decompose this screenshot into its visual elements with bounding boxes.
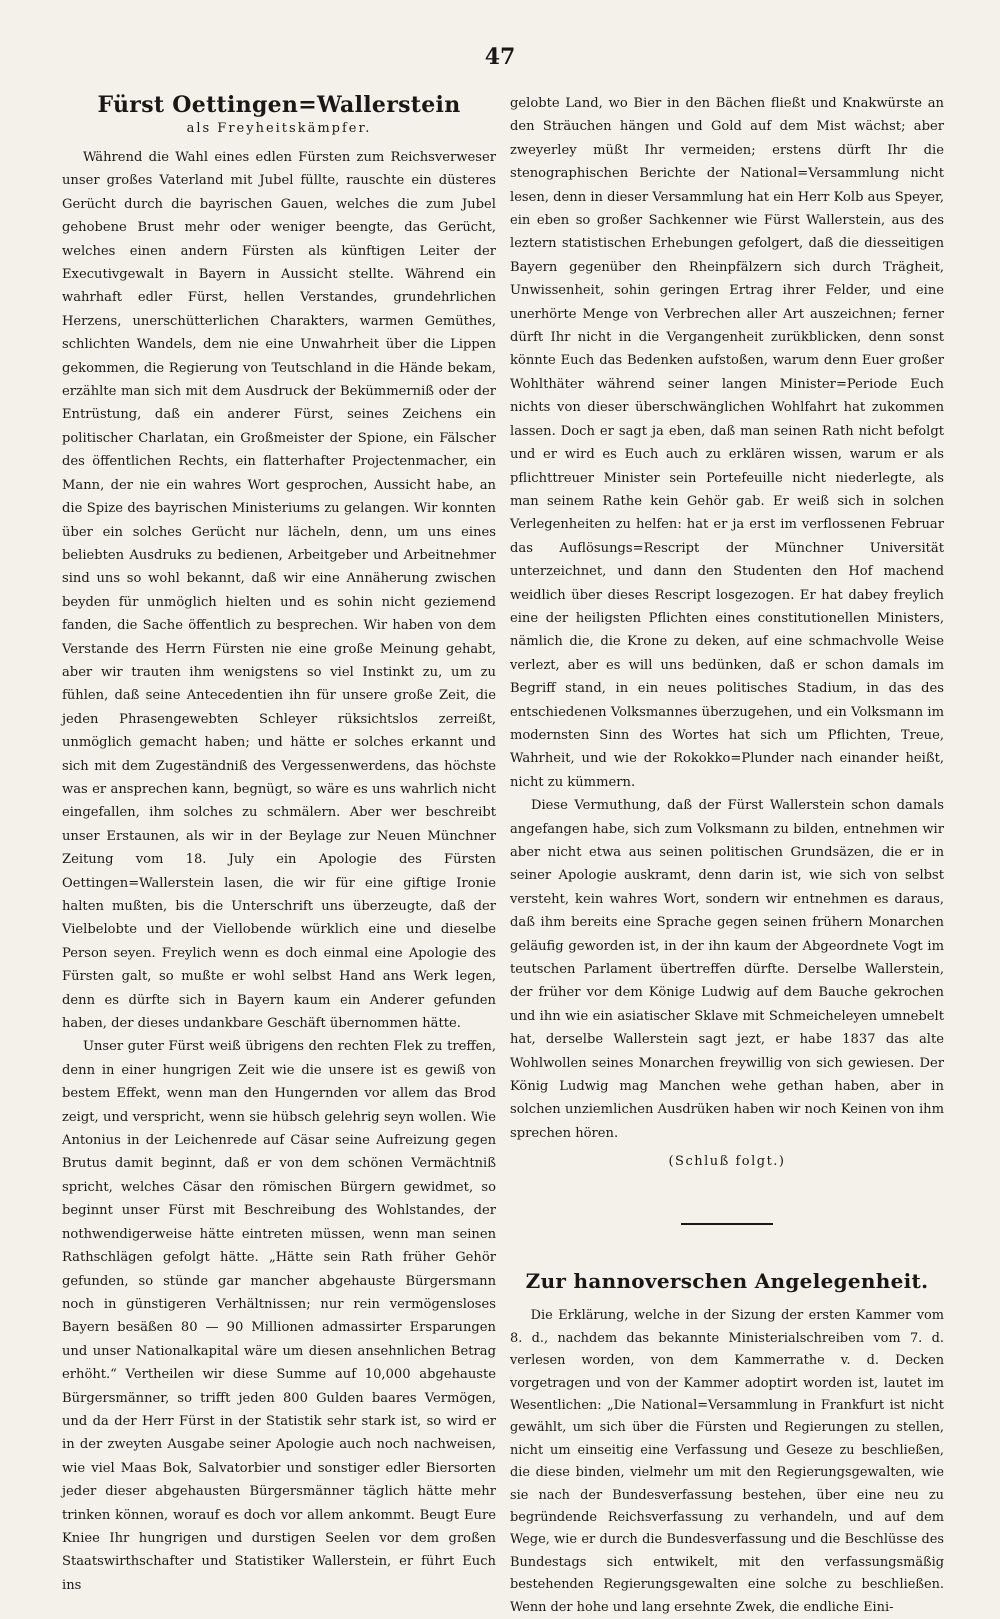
continuation-note: (Schluß folgt.)	[668, 1154, 786, 1170]
section-divider	[681, 1223, 773, 1225]
article-paragraph: Diese Vermuthung, daß der Fürst Wallerstein schon damals angefangen habe, sich zum Volksmann zu bilden, entnehmen wir aber nicht etwa aus seinen politischen Grundsäzen, die er in seiner Apologie auskramt, denn darin ist, wie sich von selbst versteht, kein wahres Wort, sondern wir entnehmen es daraus, daß ihm bereits eine Sprache gegen seinen frühern Monarchen geläufig geworden ist, in der ihn kaum der Abgeordnete Vogt im teutschen Parlament übertreffen dürfte. Derselbe Wallerstein, der früher vor dem Könige Ludwig auf dem Bauche gekrochen und ihn wie ein asiatischer Sklave mit Schmeicheleyen umnebelt hat, derselbe Wallerstein sagt jezt, er habe 1837 das alte Wohlwollen seines Monarchen freywillig von sich gewiesen. Der König Ludwig mag Manchen wehe gethan haben, aber in solchen unziemlichen Ausdrüken haben wir noch Keinen von ihm sprechen hören.	[510, 798, 944, 1141]
article-paragraph: Während die Wahl eines edlen Fürsten zum Reichsverweser unser großes Vaterland mit Jubel füllte, rauschte ein düsteres Gerücht durch die bayrischen Gauen, welches die zum Jubel gehobene Brust mehr oder weniger beengte, das Gerücht, welches einen andern Fürsten als künftigen Leiter der Executivgewalt in Bayern in Aussicht stellte. Während ein wahrhaft edler Fürst, hellen Verstandes, grundehrlichen Herzens, unerschütterlichen Charakters, warmen Gemüthes, schlichten Wandels, dem nie eine Unwahrheit über die Lippen gekommen, die Regierung von Teutschland in die Hände bekam, erzählte man sich mit dem Ausdruck der Bekümmerniß oder der Entrüstung, daß ein anderer Fürst, seines Zeichens ein politischer Charlatan, ein Großmeister der Spione, ein Fälscher des öffentlichen Rechts, ein flatterhafter Projectenmacher, ein Mann, der nie ein wahres Wort gesprochen, Aussicht habe, an die Spize des bayrischen Ministeriums zu gelangen. Wir konnten über ein solches Gerücht nur lächeln, denn, um uns eines beliebten Ausdruks zu bedienen, Arbeitgeber und Arbeitnehmer sind uns so wohl bekannt, daß wir eine Annäherung zwischen beyden für unmöglich hielten und es sohin nicht geziemend fanden, die Sache öffentlich zu besprechen. Wir haben von dem Verstande des Herrn Fürsten nie eine große Meinung gehabt, aber wir trauten ihm wenigstens so viel Instinkt zu, um zu fühlen, daß seine Antecedentien ihn für unsere große Zeit, die jeden Phrasengewebten Schleyer rüksichtslos zerreißt, unmöglich gemacht haben; und hätte er solches erkannt und sich mit dem Zugeständniß des Vergessenwerdens, das höchste was er ansprechen kann, begnügt, so wäre es uns wahrlich nicht eingefallen, ihm solches zu schmälern. Aber wer beschreibt unser Erstaunen, als wir in der Beylage zur Neuen Münchner Zeitung vom 18. July ein Apologie des Fürsten Oettingen=Wallerstein lasen, die wir für eine giftige Ironie halten mußten, bis die Unterschrift uns überzeugte, daß der Vielbelobte und der Viellobende würklich eine und dieselbe Person seyen. Freylich wenn es doch einmal eine Apologie des Fürsten galt, so mußte er wohl selbst Hand ans Werk legen, denn es dürfte sich in Bayern kaum ein Anderer gefunden haben, der dieses undankbare Geschäft übernommen hätte.	[62, 150, 496, 1032]
article-paragraph: Unser guter Fürst weiß übrigens den rechten Flek zu treffen, denn in einer hungrigen Zeit wie die unsere ist es gewiß von bestem Effekt, wenn man den Hungernden vor allem das Brod zeigt, und verspricht, wenn sie hübsch gelehrig seyn wollen. Wie Antonius in der Leichenrede auf Cäsar seine Aufreizung gegen Brutus damit beginnt, daß er von dem schönen Vermächtniß spricht, welches Cäsar den römischen Bürgern gewidmet, so beginnt unser Fürst mit Beschreibung des Wohlstandes, der nothwendigerweise hätte eintreten müssen, wenn man seinen Rathschlägen gefolgt hätte. „Hätte sein Rath früher Gehör gefunden, so stünde gar mancher abgehauste Bürgersmann noch in günstigeren Verhältnissen; nur rein vermögensloses Bayern besäßen 80 — 90 Millionen admassirter Ersparungen und unser Nationalkapital wäre um diesen ansehnlichen Betrag erhöht.“ Vertheilen wir diese Summe auf 10,000 abgehauste Bürgersmänner, so trifft jeden 800 Gulden baares Vermögen, und da der Herr Fürst in der Statistik sehr stark ist, so wird er in der zweyten Ausgabe seiner Apologie auch noch nachweisen, wie viel Maas Bok, Salvatorbier und sonstiger edler Biersorten jeder dieser abgehausten Bürgersmänner täglich hätte mehr trinken können, worauf es doch vor allem ankommt. Beugt Eure Kniee Ihr hungrigen und durstigen Seelen vor dem großen Staatswirthschafter und Statistiker Wallerstein, er führt Euch ins	[62, 1039, 496, 1593]
page-number: 47	[484, 44, 516, 70]
article-paragraph: Die Erklärung, welche in der Sizung der ersten Kammer vom 8. d., nachdem das bekannte Ministerialschreiben vom 7. d. verlesen worden, von dem Kammerrathe v. d. Decken vorgetragen und von der Kammer adoptirt worden ist, lautet im Wesentlichen: „Die National=Versammlung in Frankfurt ist nicht gewählt, um sich über die Fürsten und Regierungen zu stellen, nicht um einseitig eine Verfassung und Geseze zu beschließen, die diese binden, vielmehr um mit den Regierungsgewalten, wie sie nach der Bundesverfassung bestehen, über eine neu zu begründende Reichsverfassung zu verhandeln, und auf dem Wege, wie er durch die Bundesverfassung und die Beschlüsse des Bundestags sich entwikelt, mit den verfassungsmäßig bestehenden Regierungsgewalten eine solche zu beschließen. Wenn der hohe und lang ersehnte Zwek, die endliche Eini-	[510, 1308, 944, 1615]
left-column	[62, 92, 496, 1597]
article-title: Fürst Oettingen=Wallerstein	[97, 92, 461, 118]
right-column	[510, 92, 944, 1619]
article-title: Zur hannoverschen Angelegenheit.	[525, 1269, 929, 1294]
article-paragraph: gelobte Land, wo Bier in den Bächen fließt und Knakwürste an den Sträuchen hängen und Gold auf dem Mist wächst; aber zweyerley müßt Ihr vermeiden; erstens dürft Ihr die stenographischen Berichte der National=Versammlung nicht lesen, denn in dieser Versammlung hat ein Herr Kolb aus Speyer, ein eben so großer Sachkenner wie Fürst Wallerstein, aus des leztern statistischen Erhebungen gefolgert, daß die diesseitigen Bayern gegenüber den Rheinpfälzern sich durch Trägheit, Unwissenheit, sohin geringen Ertrag ihrer Felder, und eine unerhörte Menge von Verbrechen aller Art auszeichnen; ferner dürft Ihr nicht in die Vergangenheit zurükblicken, denn sonst könnte Euch das Bedenken aufstoßen, warum denn Euer großer Wohlthäter während seiner langen Minister=Periode Euch nichts von dieser überschwänglichen Wohlfahrt hat zukommen lassen. Doch er sagt ja eben, daß man seinen Rath nicht befolgt und er wird es Euch auch zu erklären wissen, warum er als pflichttreuer Minister sein Portefeuille nicht niederlegte, als man seinem Rathe kein Gehör gab. Er weiß sich in solchen Verlegenheiten zu helfen: hat er ja erst im verflossenen Februar das Auflösungs=Rescript der Münchner Universität unterzeichnet, und dann den Studenten den Hof machend weidlich über dieses Rescript losgezogen. Er hat dabey freylich eine der heiligsten Pflichten eines constitutionellen Ministers, nämlich die, die Krone zu deken, auf eine schmachvolle Weise verlezt, aber es will uns bedünken, daß er schon damals im Begriff stand, in ein neues politisches Stadium, in das des entschiedenen Volksmannes überzugehen, und ein Volksmann im modernsten Sinn des Wortes hat sich um Pflichten, Treue, Wahrheit, und wie der Rokokko=Plunder nach einander heißt, nicht zu kümmern.	[510, 96, 944, 790]
article-subtitle: als Freyheitskämpfer.	[186, 121, 372, 136]
